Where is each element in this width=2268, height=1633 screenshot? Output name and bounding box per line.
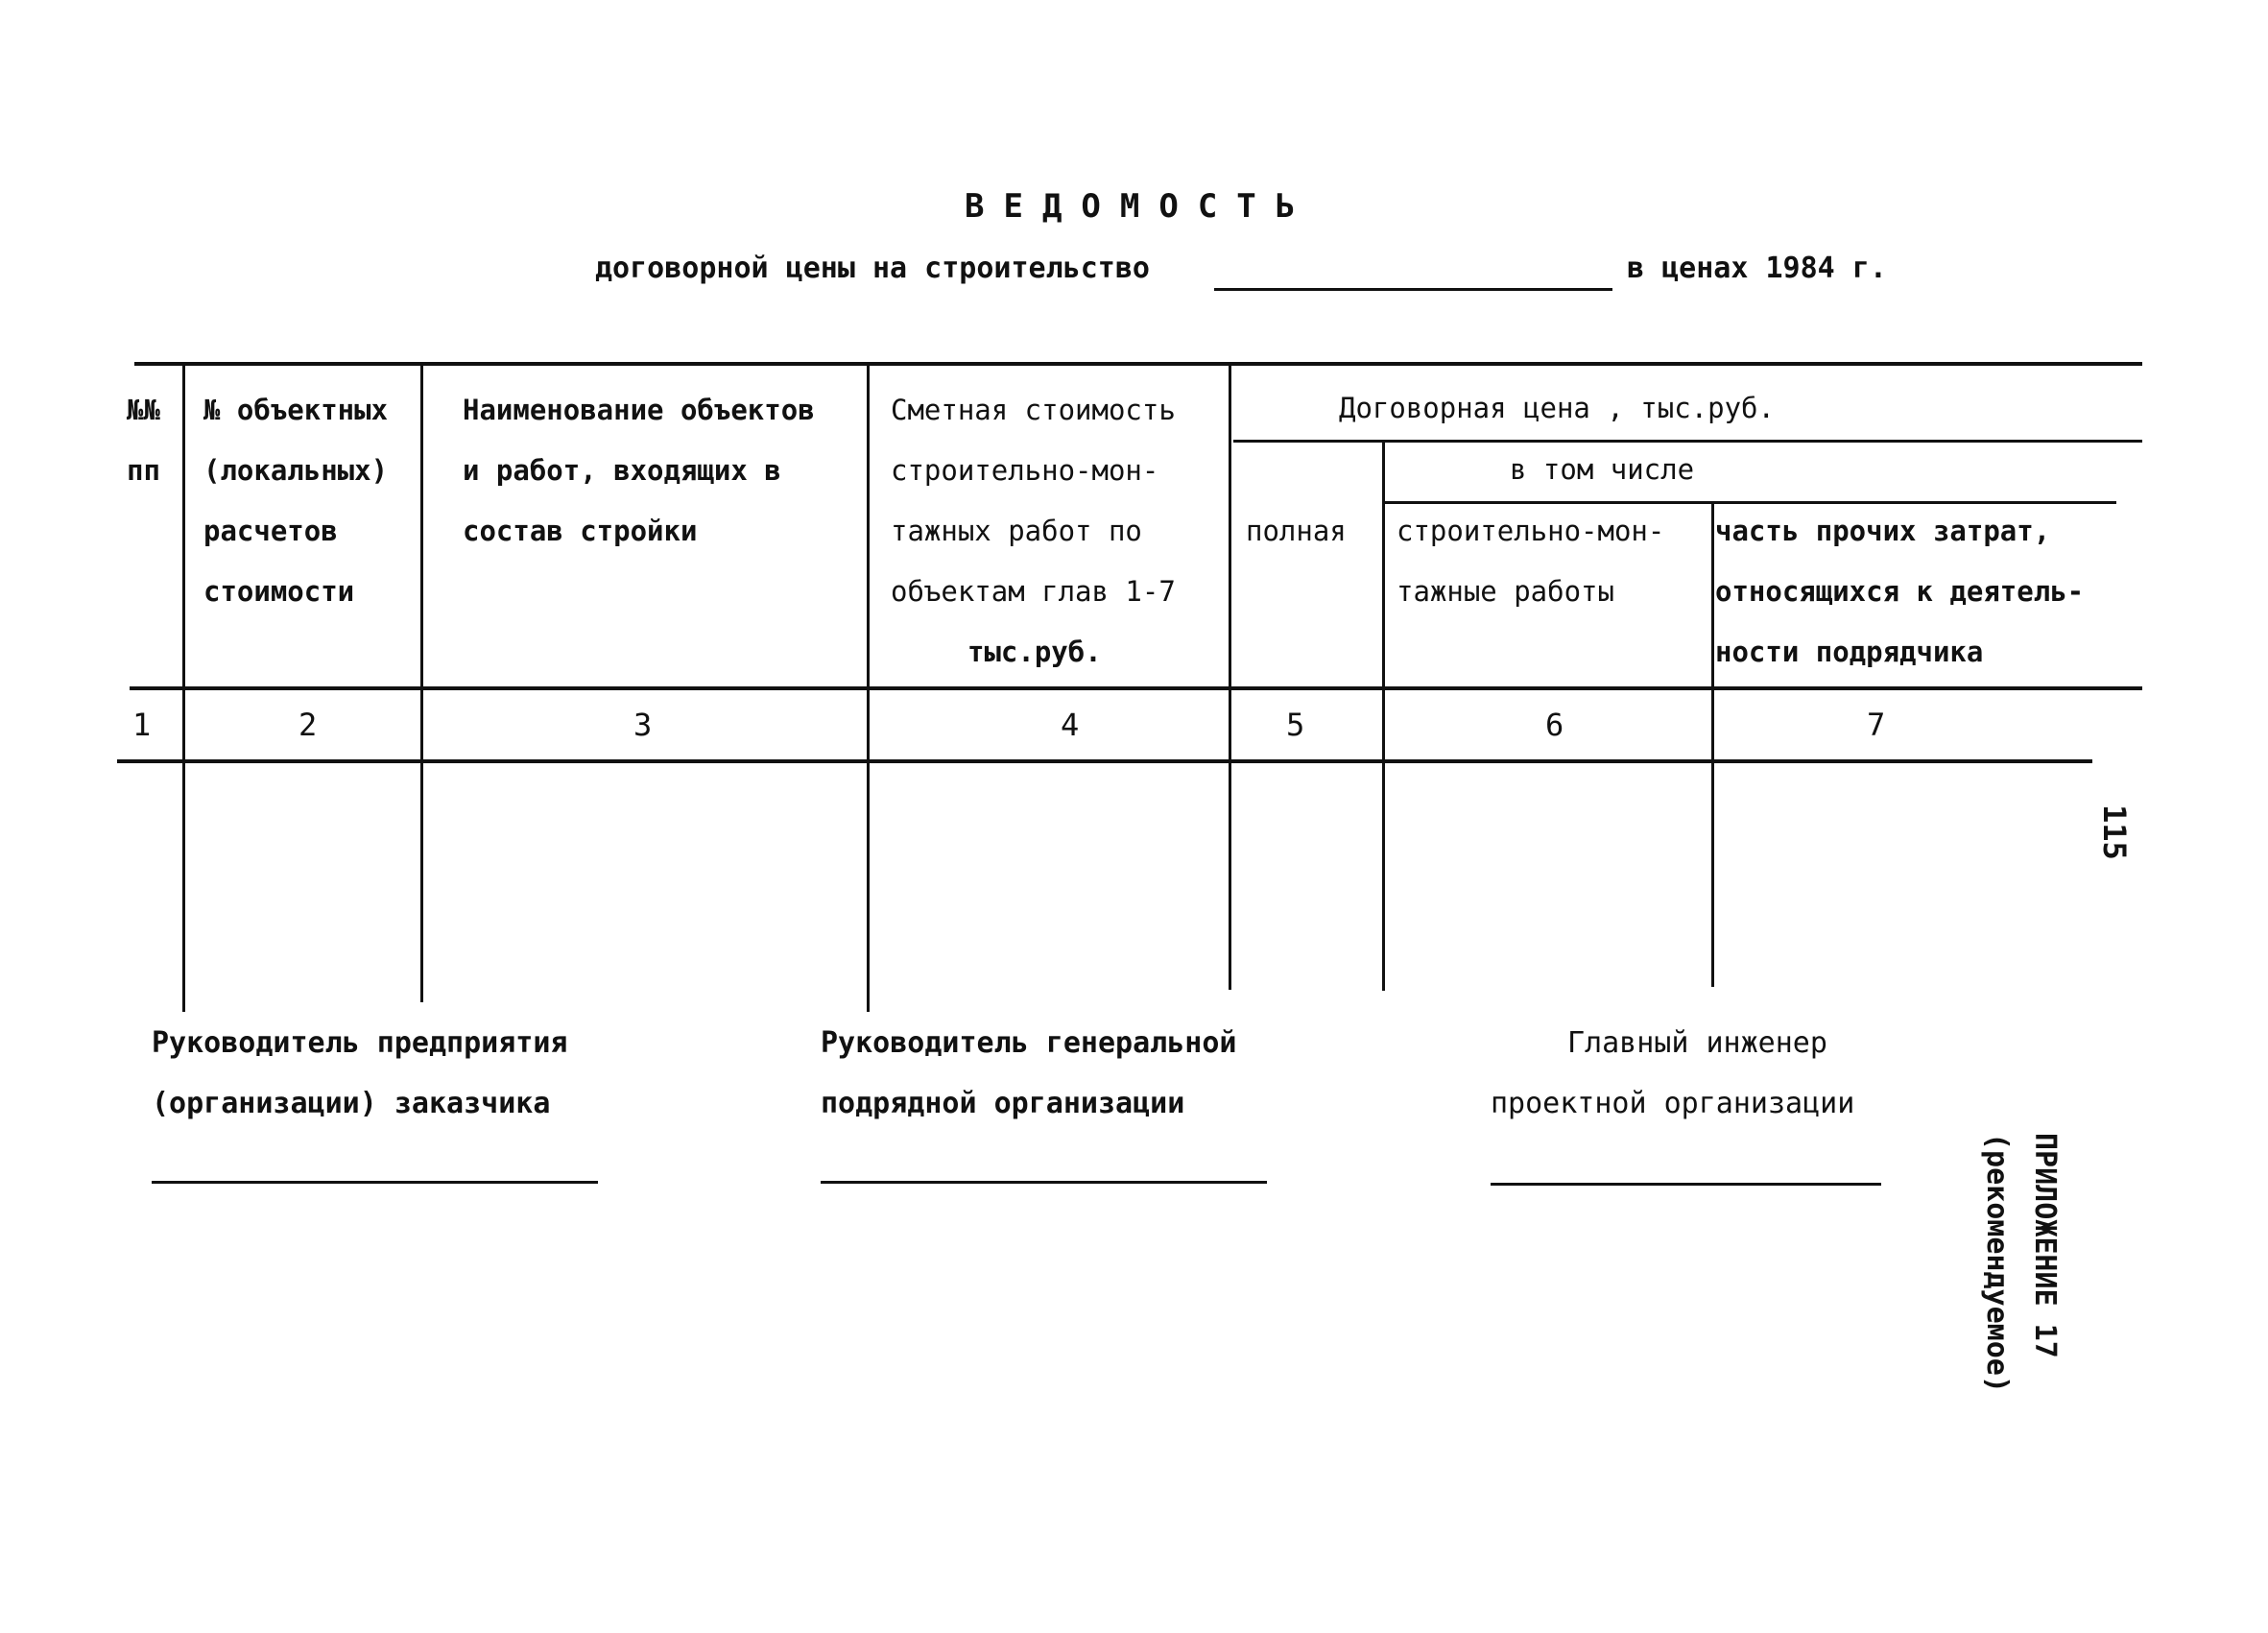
col6-line2: тажные работы — [1397, 575, 1614, 608]
table-top-border — [134, 362, 2142, 366]
subtitle-blank-line — [1214, 288, 1612, 291]
signature-customer-line1: Руководитель предприятия — [152, 1026, 568, 1060]
col4-line3: тажных работ по — [891, 515, 1142, 547]
col2-line2: (локальных) — [203, 454, 389, 487]
signature-customer-line2: (организации) заказчика — [152, 1087, 551, 1120]
col1-line1: №№ — [127, 394, 160, 426]
col2-header — [203, 380, 388, 622]
group-header: Договорная цена , тыс.руб. — [1339, 392, 1775, 424]
column-number-5: 5 — [1286, 707, 1305, 743]
signature-line-customer — [152, 1181, 598, 1184]
column-number-6: 6 — [1545, 707, 1564, 743]
col7-line3: ности подрядчика — [1715, 636, 1984, 668]
appendix-label: ПРИЛОЖЕНИЕ 17 — [2028, 1133, 2062, 1358]
col-divider-6 — [1711, 502, 1714, 987]
signature-block-engineer — [1491, 1013, 1854, 1134]
col4-line1: Сметная стоимость — [891, 394, 1176, 426]
signature-line-contractor — [821, 1181, 1267, 1184]
col6-header — [1397, 501, 1664, 622]
signature-line-engineer — [1491, 1183, 1881, 1186]
col3-line3: состав стройки — [463, 515, 698, 547]
col7-line2: относящихся к деятель- — [1715, 575, 2085, 608]
signature-contractor-line1: Руководитель генеральной — [821, 1026, 1237, 1060]
page-number: 115 — [2096, 804, 2133, 860]
column-numbers-bottom-border — [117, 759, 2092, 763]
col4-header — [891, 380, 1176, 683]
col4-line5: тыс.руб. — [967, 636, 1102, 668]
col3-header — [463, 380, 815, 562]
column-number-3: 3 — [633, 707, 653, 743]
col5-header: полная — [1246, 515, 1347, 547]
col-divider-5 — [1382, 442, 1385, 991]
signature-block-customer — [152, 1013, 567, 1134]
signature-engineer-line1: Главный инженер — [1567, 1026, 1827, 1060]
col-divider-2 — [420, 364, 423, 1002]
appendix-note: (рекомендуемое) — [1980, 1133, 2014, 1393]
signature-contractor-line2: подрядной организации — [821, 1087, 1185, 1120]
col4-line4: объектам глав 1-7 — [891, 575, 1176, 608]
col2-line3: расчетов — [203, 515, 338, 547]
column-number-7: 7 — [1867, 707, 1886, 743]
signature-block-contractor — [821, 1013, 1236, 1134]
col4-line2: строительно-мон- — [891, 454, 1159, 487]
col2-line1: № объектных — [203, 394, 389, 426]
subtitle-prefix: договорной цены на строительство — [595, 252, 1150, 285]
col-divider-4 — [1229, 364, 1231, 990]
subtitle-suffix: в ценах 1984 г. — [1627, 252, 1887, 285]
document-title: ВЕДОМОСТЬ — [965, 187, 1315, 226]
col1-line2: пп — [127, 454, 160, 487]
column-number-4: 4 — [1061, 707, 1080, 743]
col1-header — [127, 380, 160, 501]
col6-line1: строительно-мон- — [1397, 515, 1665, 547]
column-number-2: 2 — [298, 707, 318, 743]
header-bottom-border — [130, 686, 2142, 690]
col7-header — [1715, 501, 2084, 683]
subgroup-header: в том числе — [1510, 453, 1695, 486]
column-number-1: 1 — [132, 707, 152, 743]
signature-engineer-line2: проектной организации — [1491, 1087, 1855, 1120]
col-divider-1 — [182, 364, 185, 1012]
col3-line1: Наименование объектов — [463, 394, 815, 426]
col7-line1: часть прочих затрат, — [1715, 515, 2051, 547]
col-divider-3 — [867, 364, 870, 1012]
col3-line2: и работ, входящих в — [463, 454, 781, 487]
col2-line4: стоимости — [203, 575, 355, 608]
